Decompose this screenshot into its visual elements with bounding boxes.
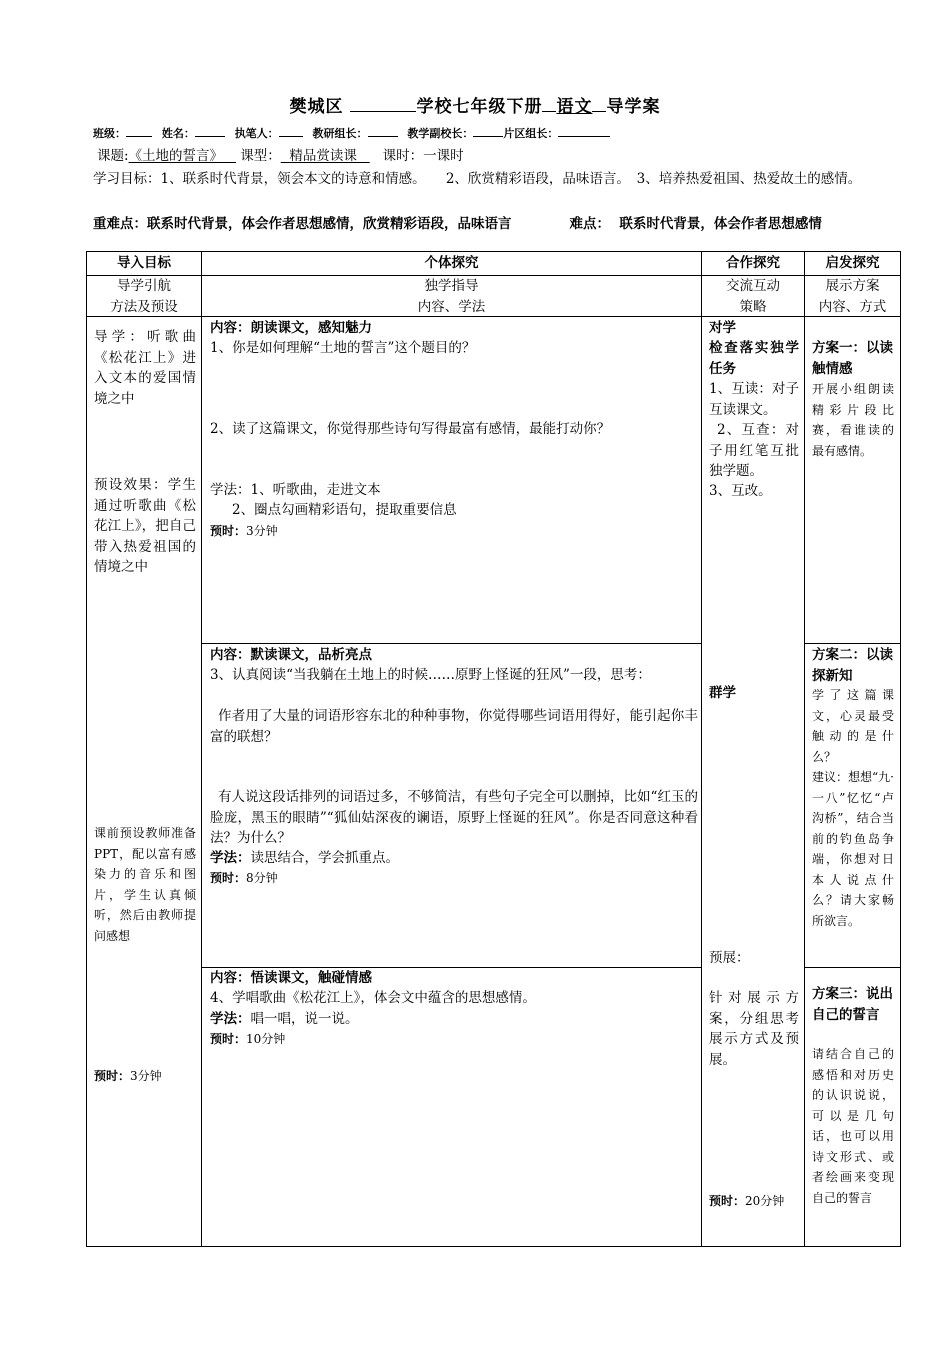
plan3-text: 请结合自己的感悟和对历史的认识说说，可以是几句话，也可以用诗文形式、或者绘画来变现自己的誓言 xyxy=(812,1047,894,1205)
section3-method-label: 学法： xyxy=(210,1011,251,1027)
col1-time-value: 3分钟 xyxy=(130,1069,162,1083)
plan2-title: 方案二：以读探新知 xyxy=(812,647,893,684)
subheader-col1-line1: 导学引航 xyxy=(117,278,171,294)
group-leader-blank xyxy=(368,126,398,137)
section1-q1: 1、你是如何理解“土地的誓言”这个题目的？ xyxy=(210,340,476,356)
vice-principal-blank xyxy=(473,126,503,137)
title-district: 樊城区 xyxy=(289,97,344,117)
section1-method2: 2、圈点勾画精彩语句，提取重要信息 xyxy=(232,502,457,518)
col1-prep: 课前预设教师准备PPT，配以富有感染力的音乐和图片，学生认真倾听，然后由教师提问感想 xyxy=(94,826,196,943)
section3-time-value: 10分钟 xyxy=(246,1032,286,1046)
page-title xyxy=(0,92,950,117)
section3-method xyxy=(210,1009,698,1030)
subheader-col2 xyxy=(202,276,701,317)
subheader-col2-line1: 独学指导 xyxy=(424,278,479,294)
name-blank xyxy=(195,126,225,137)
col1-time xyxy=(94,1066,196,1087)
title-suffix: 导学案 xyxy=(606,97,661,117)
col3-step1: 1、互读：对子互读课文。 xyxy=(709,381,799,418)
col3-extend-value: 针对展示方案，分组思考展示方式及预展。 xyxy=(709,990,799,1068)
section3-time xyxy=(210,1029,698,1050)
group-leader-label: 教研组长： xyxy=(312,127,368,140)
school-blank xyxy=(350,97,416,112)
title-subject: 语文 xyxy=(556,97,593,117)
header-intro-goal: 导入目标 xyxy=(117,255,171,271)
col3-task-title: 检查落实独学任务 xyxy=(709,340,799,377)
section1-title: 内容：朗读课文，感知魅力 xyxy=(210,320,372,336)
section2-method-label: 学法： xyxy=(210,850,251,866)
key-points xyxy=(93,217,883,232)
col3-time-label: 预时： xyxy=(709,1194,746,1208)
class-label: 班级： xyxy=(93,127,126,140)
section2-time-value: 8分钟 xyxy=(246,871,278,885)
plan2-text: 学了这篇课文，心灵最受触动的是什么？ xyxy=(812,688,894,764)
name-label: 姓名： xyxy=(161,127,195,140)
col3-extend-label: 预展： xyxy=(709,950,750,966)
section1-time-value: 3分钟 xyxy=(246,524,278,538)
plan1-title: 方案一：以读触情感 xyxy=(812,340,893,377)
subheader-col3-line2: 策略 xyxy=(739,298,767,315)
section3-title: 内容：悟读课文，触碰情感 xyxy=(210,970,372,986)
staff-line xyxy=(93,125,616,141)
section3-q4: 4、学唱歌曲《松花江上》，体会文中蕴含的思想感情。 xyxy=(210,990,536,1006)
hours-label: 课时： xyxy=(382,148,424,164)
col3-time xyxy=(709,1191,799,1212)
section2-time-label: 预时： xyxy=(210,871,247,885)
section3-method-value: 唱一唱，说一说。 xyxy=(250,1011,359,1027)
hours-value: 一课时 xyxy=(423,148,464,164)
col3-time-value: 20分钟 xyxy=(745,1194,785,1208)
col1-intro: 导学：听歌曲《松花江上》进入文本的爱国情境之中 xyxy=(94,329,196,407)
writer-label: 执笔人： xyxy=(234,127,279,140)
header-cooperative-study: 合作探究 xyxy=(726,255,780,271)
section2-method xyxy=(210,848,698,869)
key-value: 联系时代背景，体会作者思想感情，欣赏精彩语段，品味语言 xyxy=(147,216,512,232)
difficulty-value: 联系时代背景，体会作者思想感情 xyxy=(619,216,822,232)
section2-q3b: 有人说这段话排列的词语过多，不够简洁，有些句子完全可以删掉，比如“红玉的脸庞，黑玉的眼睛”“狐仙姑深夜的谰语，原野上怪诞的狂风”。你是否同意这种看法？为什么？ xyxy=(210,789,698,846)
col3-pair-title: 对学 xyxy=(709,320,736,336)
subject-blank-left xyxy=(542,97,556,112)
section1-method1: 学法：1、听歌曲，走进文本 xyxy=(210,482,381,498)
plan3-title: 方案三：说出自己的誓言 xyxy=(812,986,893,1023)
header-inspired-study: 启发探究 xyxy=(825,255,880,271)
class-blank xyxy=(126,126,152,137)
subheader-col2-line2: 内容、学法 xyxy=(417,298,486,315)
plan1-text: 开展小组朗读精彩片段比赛，看谁读的最有感情。 xyxy=(812,382,894,458)
section3-time-label: 预时： xyxy=(210,1032,247,1046)
col1-time-label: 预时： xyxy=(94,1069,131,1083)
section1-time xyxy=(210,521,698,542)
header-individual-study: 个体探究 xyxy=(424,255,479,271)
subheader-col3 xyxy=(702,276,804,317)
section2-q3a: 作者用了大量的词语形容东北的种种事物，你觉得哪些词语用得好，能引起你丰富的联想？ xyxy=(210,708,698,745)
subject-blank-right xyxy=(592,97,606,112)
subheader-col4 xyxy=(805,276,900,317)
district-leader-label: 片区组长： xyxy=(503,127,559,140)
section2-q3: 3、认真阅读“当我躺在土地上的时候……原野上怪诞的狂风”一段，思考： xyxy=(210,667,651,683)
topic-value: 《土地的誓言》 xyxy=(128,148,224,164)
learning-goals: 学习目标：1、联系时代背景，领会本文的诗意和情感。 2、欣赏精彩语段，品味语言。 3、培养热爱祖国、热爱故土的感情。 xyxy=(93,171,862,187)
section2-time xyxy=(210,868,698,889)
section2-method-value: 读思结合，学会抓重点。 xyxy=(250,850,399,866)
district-leader-blank xyxy=(558,126,610,137)
section2-title: 内容：默读课文，品析亮点 xyxy=(210,647,372,663)
lesson-table xyxy=(86,251,901,1247)
col3-step3: 3、互改。 xyxy=(709,483,772,499)
subheader-col4-line2: 内容、方式 xyxy=(818,298,887,315)
vice-principal-label: 教学副校长： xyxy=(407,127,474,140)
topic-line xyxy=(97,144,464,164)
subheader-col1-line2: 方法及预设 xyxy=(110,298,178,315)
col3-step2: 2、互查：对子用红笔互批独学题。 xyxy=(709,422,799,479)
type-label: 课型： xyxy=(240,148,281,164)
title-grade: 学校七年级下册 xyxy=(416,97,543,117)
section1-q2: 2、读了这篇课文，你觉得那些诗句写得最富有感情，最能打动你？ xyxy=(210,421,611,437)
type-value: 精品赏读课 xyxy=(289,148,357,164)
writer-blank xyxy=(279,126,303,137)
subheader-col4-line1: 展示方案 xyxy=(825,278,880,294)
topic-label: 课题: xyxy=(97,148,129,164)
subheader-col1 xyxy=(87,276,201,317)
col1-effect: 预设效果：学生通过听歌曲《松花江上》，把自己带入热爱祖国的情境之中 xyxy=(94,477,196,575)
plan2-suggest: 建议：想想“九·一八”忆忆“卢沟桥”，结合当前的钓鱼岛争端，你想对日本人说点什么？请大家畅所欲言。 xyxy=(812,770,894,928)
key-label: 重难点： xyxy=(93,216,147,232)
subheader-col3-line1: 交流互动 xyxy=(726,278,780,294)
difficulty-label: 难点： xyxy=(569,216,610,232)
section1-time-label: 预时： xyxy=(210,524,247,538)
col3-group-title: 群学 xyxy=(709,685,736,701)
